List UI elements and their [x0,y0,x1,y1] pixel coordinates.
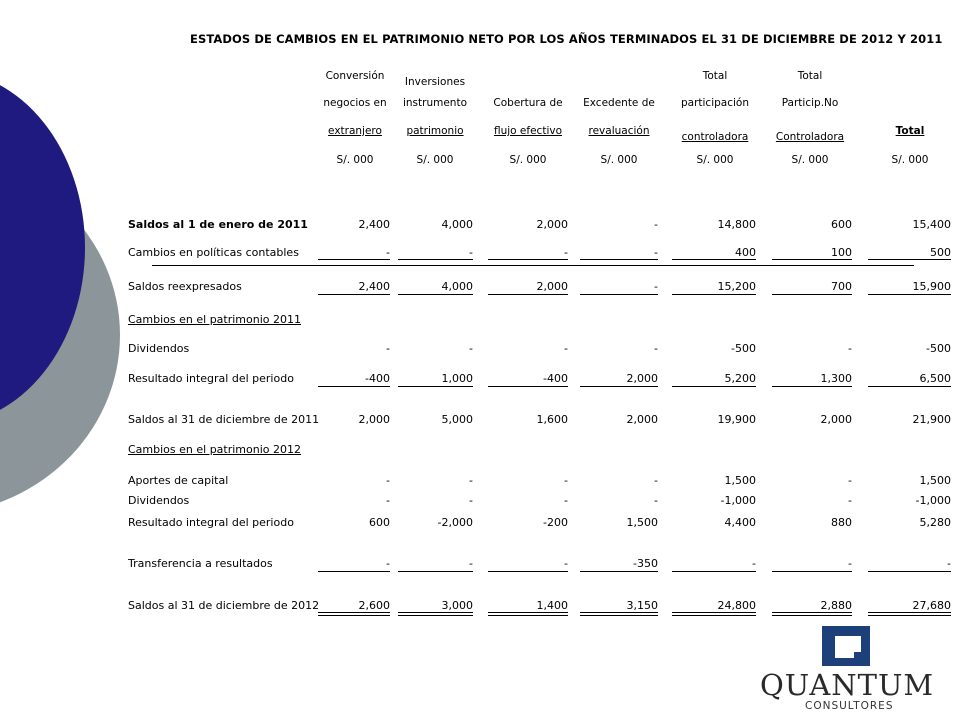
cell: 3,150 [626,599,658,612]
row-label: Saldos al 31 de diciembre de 2011 [128,413,320,426]
header-col2-line2: instrumento [402,97,467,109]
cell: 2,000 [358,413,390,426]
cell: 500 [930,246,951,259]
cell: 15,200 [717,280,756,293]
underline [672,259,756,260]
header-col2-line3: patrimonio [406,125,464,137]
underline [868,571,951,572]
cell: - [386,474,390,487]
cell: 1,000 [441,372,473,385]
underline [398,386,473,387]
cell: - [469,494,473,507]
underline [672,294,756,295]
cell: -1,000 [915,494,951,507]
cell: -400 [543,372,568,385]
section-heading-2012: Cambios en el patrimonio 2012 [128,443,301,456]
row-label: Aportes de capital [128,474,229,487]
cell: - [469,246,473,259]
cell: 1,600 [536,413,568,426]
cell: - [947,557,951,570]
underline [580,571,658,572]
row-label: Transferencia a resultados [128,557,273,570]
cell: 24,800 [717,599,756,612]
double-underline [672,615,756,616]
underline [772,259,852,260]
separator-line [152,265,914,266]
cell: - [564,557,568,570]
underline [318,571,390,572]
cell: - [654,280,658,293]
cell: - [654,218,658,231]
double-underline [488,615,568,616]
header-col2-currency: S/. 000 [416,154,454,166]
logo-subtitle: CONSULTORES [805,700,894,712]
cell: - [386,342,390,355]
underline [672,386,756,387]
cell: 2,000 [820,413,852,426]
row-label: Saldos al 31 de diciembre de 2012 [128,599,320,612]
double-underline [672,612,756,613]
underline [868,386,951,387]
cell: - [848,557,852,570]
cell: 600 [369,516,390,529]
header-col6-line3: Controladora [775,131,845,143]
section-heading-2011: Cambios en el patrimonio 2011 [128,313,301,326]
cell: - [386,557,390,570]
cell: - [848,494,852,507]
cell: - [848,342,852,355]
cell: - [564,494,568,507]
row-label: Dividendos [128,494,190,507]
underline [318,259,390,260]
cell: - [654,246,658,259]
underline [772,386,852,387]
cell: - [386,494,390,507]
cell: 4,000 [441,280,473,293]
underline [318,386,390,387]
cell: 2,600 [358,599,390,612]
underline [868,294,951,295]
double-underline [488,612,568,613]
cell: - [469,474,473,487]
double-underline [398,615,473,616]
cell: 19,900 [717,413,756,426]
header-col2-line1: Inversiones [404,76,466,88]
cell: 2,400 [358,218,390,231]
cell: 1,400 [536,599,568,612]
cell: 1,500 [724,474,756,487]
row-label: Resultado integral del periodo [128,372,294,385]
cell: 880 [831,516,852,529]
row-label: Saldos reexpresados [128,280,242,293]
double-underline [868,615,951,616]
cell: - [386,246,390,259]
cell: 600 [831,218,852,231]
header-col1-line2: negocios en [323,97,387,109]
header-col3-currency: S/. 000 [509,154,547,166]
row-label: Dividendos [128,342,190,355]
cell: -200 [543,516,568,529]
cell: 1,500 [919,474,951,487]
header-col3-line2: Cobertura de [493,97,563,109]
header-col7-line3: Total [895,125,925,137]
underline [580,294,658,295]
cell: 700 [831,280,852,293]
header-col1-line1: Conversión [325,70,385,82]
cell: - [848,474,852,487]
double-underline [398,612,473,613]
cell: 4,400 [724,516,756,529]
cell: -500 [731,342,756,355]
row-label: Resultado integral del periodo [128,516,294,529]
underline [772,294,852,295]
cell: 2,400 [358,280,390,293]
header-col3-line3: flujo efectivo [493,125,562,137]
cell: 5,000 [441,413,473,426]
double-underline [772,612,852,613]
cell: - [564,474,568,487]
double-underline [318,615,390,616]
cell: - [752,557,756,570]
header-col7-currency: S/. 000 [891,154,929,166]
header-col4-line3: revaluación [588,125,650,137]
header-col5-currency: S/. 000 [696,154,734,166]
underline [398,294,473,295]
header-col5-line1: Total [702,70,728,82]
cell: 21,900 [912,413,951,426]
underline [772,571,852,572]
cell: 27,680 [912,599,951,612]
cell: 2,000 [626,372,658,385]
cell: 6,500 [919,372,951,385]
cell: 4,000 [441,218,473,231]
header-col4-currency: S/. 000 [600,154,638,166]
cell: -350 [633,557,658,570]
double-underline [772,615,852,616]
row-label: Cambios en políticas contables [128,246,299,259]
header-col6-line1: Total [797,70,823,82]
cell: - [469,342,473,355]
double-underline [580,612,658,613]
header-col6-currency: S/. 000 [791,154,829,166]
cell: -2,000 [437,516,473,529]
header-col1-currency: S/. 000 [336,154,374,166]
page-title: ESTADOS DE CAMBIOS EN EL PATRIMONIO NETO POR LOS AÑOS TERMINADOS EL 31 DE DICIEMBRE DE 2012 Y 2011 [190,32,943,46]
underline [318,294,390,295]
cell: - [654,494,658,507]
logo-name: QUANTUM [760,668,935,702]
header-col5-line3: controladora [681,131,749,143]
cell: 1,300 [820,372,852,385]
underline [398,571,473,572]
cell: 400 [735,246,756,259]
underline [488,294,568,295]
cell: 2,000 [536,218,568,231]
underline [488,259,568,260]
cell: 2,000 [626,413,658,426]
cell: - [469,557,473,570]
cell: 15,400 [912,218,951,231]
cell: 1,500 [626,516,658,529]
header-col5-line2: participación [680,97,749,109]
underline [580,386,658,387]
cell: 100 [831,246,852,259]
cell: 3,000 [441,599,473,612]
cell: -400 [365,372,390,385]
cell: 2,880 [820,599,852,612]
underline [868,259,951,260]
header-col6-line2: Particip.No [781,97,839,109]
cell: - [654,342,658,355]
row-label: Saldos al 1 de enero de 2011 [128,218,308,231]
cell: 5,280 [919,516,951,529]
cell: - [564,342,568,355]
cell: 2,000 [536,280,568,293]
header-col1-line3: extranjero [328,125,382,137]
cell: -1,000 [720,494,756,507]
cell: 15,900 [912,280,951,293]
double-underline [318,612,390,613]
cell: 14,800 [717,218,756,231]
cell: - [654,474,658,487]
cell: -500 [926,342,951,355]
logo-mark-accent [854,652,868,664]
underline [672,571,756,572]
underline [580,259,658,260]
underline [488,571,568,572]
underline [398,259,473,260]
header-col4-line2: Excedente de [583,97,655,109]
underline [488,386,568,387]
cell: - [564,246,568,259]
cell: 5,200 [724,372,756,385]
double-underline [580,615,658,616]
double-underline [868,612,951,613]
